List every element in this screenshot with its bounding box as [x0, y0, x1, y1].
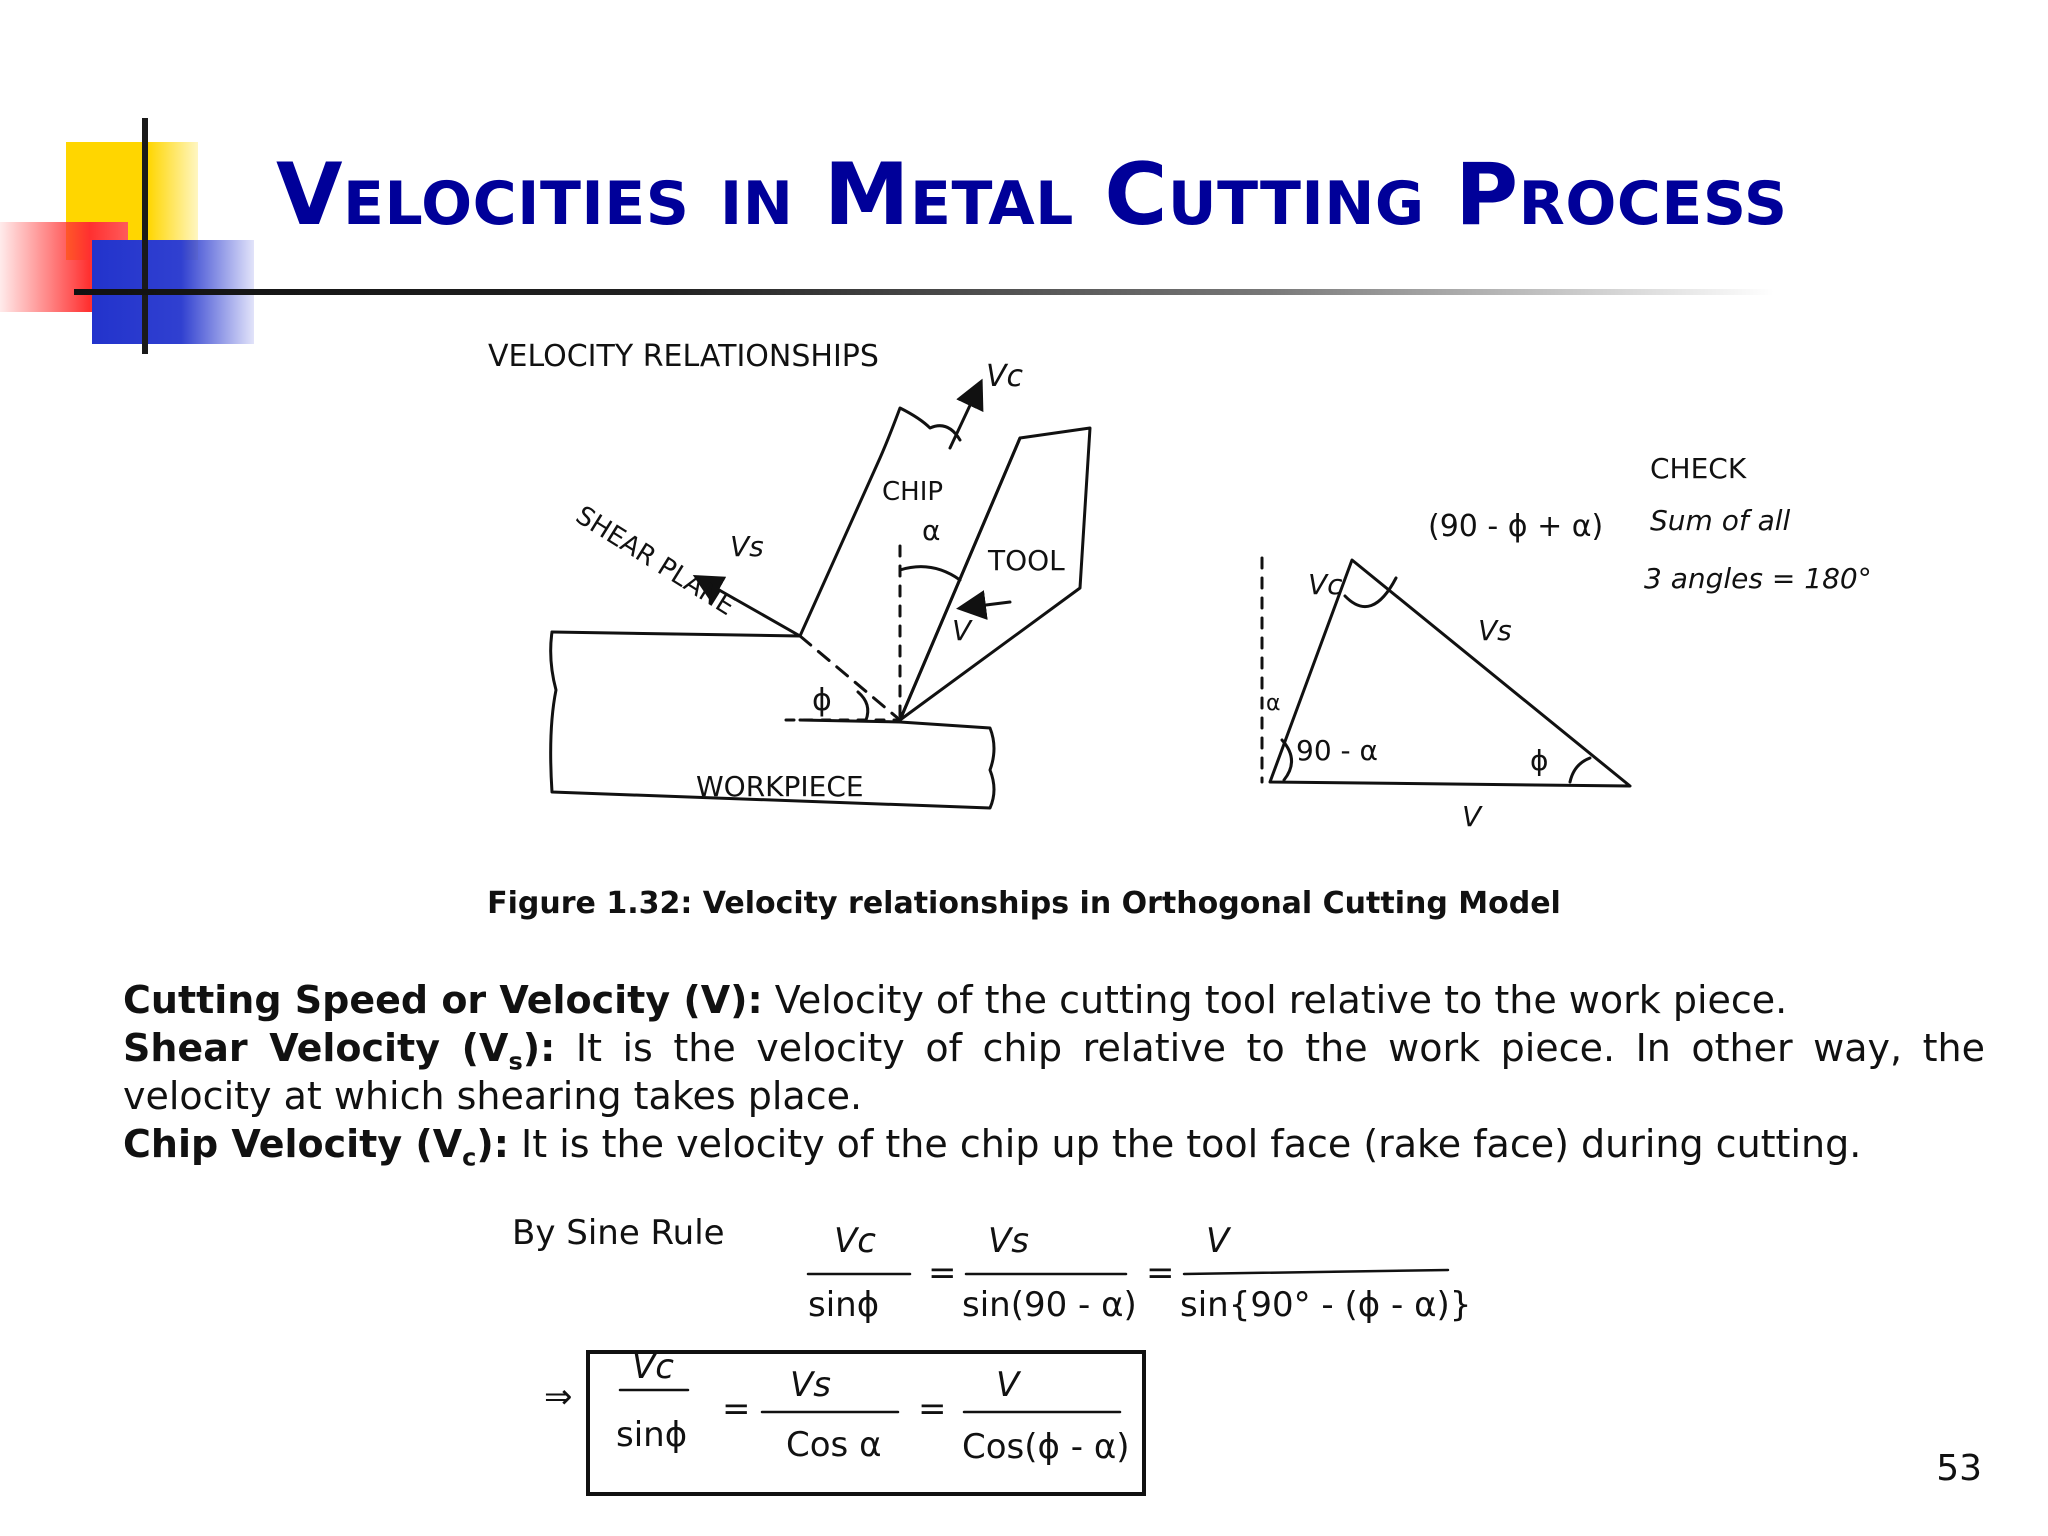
figure-heading: VELOCITY RELATIONSHIPS — [488, 339, 879, 374]
slide-number: 53 — [1936, 1448, 1982, 1489]
deco-vertical-line — [142, 118, 148, 354]
triangle-vs: Vs — [1478, 614, 1512, 647]
label-v: V — [952, 614, 972, 647]
check-note-line-3: 3 angles = 180° — [1644, 562, 1872, 595]
row1-denominator-1: sinϕ — [808, 1285, 880, 1325]
text-shear-velocity: It is the velocity of chip relative to the work piece. In other way, the velocity at which shearing takes place. — [123, 1026, 1985, 1118]
label-vs: Vs — [730, 530, 764, 563]
row2-denominator-3: Cos(ϕ - α) — [962, 1427, 1130, 1467]
term-cutting-speed: Cutting Speed or Velocity (V): — [123, 978, 763, 1022]
v-arrow — [962, 602, 1010, 608]
row1-denominator-3: sin{90° - (ϕ - α)} — [1180, 1285, 1472, 1325]
triangle-vc: Vc — [1308, 568, 1343, 601]
triangle-top-angle: (90 - ϕ + α) — [1428, 509, 1604, 544]
check-note-line-1: CHECK — [1650, 452, 1747, 485]
velocity-figure — [470, 320, 1890, 860]
definition-cutting-speed — [123, 976, 1985, 1024]
label-alpha: α — [922, 514, 941, 547]
implies-arrow: ⇒ — [544, 1377, 573, 1417]
triangle-v: V — [1462, 800, 1482, 833]
triangle-alpha: α — [1266, 691, 1281, 716]
text-cutting-speed: Velocity of the cutting tool relative to the work piece. — [762, 978, 1788, 1022]
label-phi: ϕ — [812, 683, 832, 718]
row2-numerator-2: Vs — [790, 1365, 831, 1405]
label-chip: CHIP — [882, 477, 944, 507]
row2-equals-2: = — [918, 1389, 947, 1429]
row2-denominator-1: sinϕ — [616, 1415, 688, 1455]
row1-numerator-2: Vs — [988, 1221, 1029, 1261]
row1-numerator-3: V — [1206, 1221, 1230, 1261]
sine-rule-formula — [500, 1180, 1480, 1520]
term-shear-velocity: Shear Velocity $(V_s)$: — [123, 1026, 556, 1076]
text-chip-velocity: It is the velocity of the chip up the tool face (rake face) during cutting. — [508, 1122, 1862, 1166]
row2-numerator-3: V — [996, 1365, 1020, 1405]
term-chip-velocity: Chip Velocity $(V_c)$: — [123, 1122, 509, 1172]
check-note-line-2: Sum of all — [1650, 504, 1791, 537]
row2-equals-1: = — [722, 1389, 751, 1429]
triangle-bottom-left-angle: 90 - α — [1296, 734, 1378, 767]
row1-equals-2: = — [1146, 1253, 1175, 1293]
title-underline — [74, 289, 1774, 295]
label-shear-plane: SHEAR PLANE — [570, 500, 740, 622]
vc-arrow — [950, 384, 980, 448]
label-tool: TOOL — [988, 544, 1065, 577]
triangle-phi: ϕ — [1530, 744, 1549, 777]
definitions — [123, 976, 1985, 1172]
row2-denominator-2: Cos α — [786, 1425, 882, 1465]
sine-rule-intro: By Sine Rule — [512, 1213, 725, 1253]
row2-numerator-1: Vc — [632, 1347, 674, 1387]
row1-denominator-2: sin(90 - α) — [962, 1285, 1137, 1325]
label-workpiece: WORKPIECE — [696, 770, 864, 803]
slide-title: Velocities in Metal Cutting Process — [276, 145, 1788, 245]
definition-chip-velocity — [123, 1120, 1985, 1172]
row1-equals-1: = — [928, 1253, 957, 1293]
figure-caption: Figure 1.32: Velocity relationships in Orthogonal Cutting Model — [487, 886, 1561, 921]
label-vc: Vc — [986, 359, 1024, 394]
row1-numerator-1: Vc — [834, 1221, 876, 1261]
definition-shear-velocity — [123, 1024, 1985, 1120]
